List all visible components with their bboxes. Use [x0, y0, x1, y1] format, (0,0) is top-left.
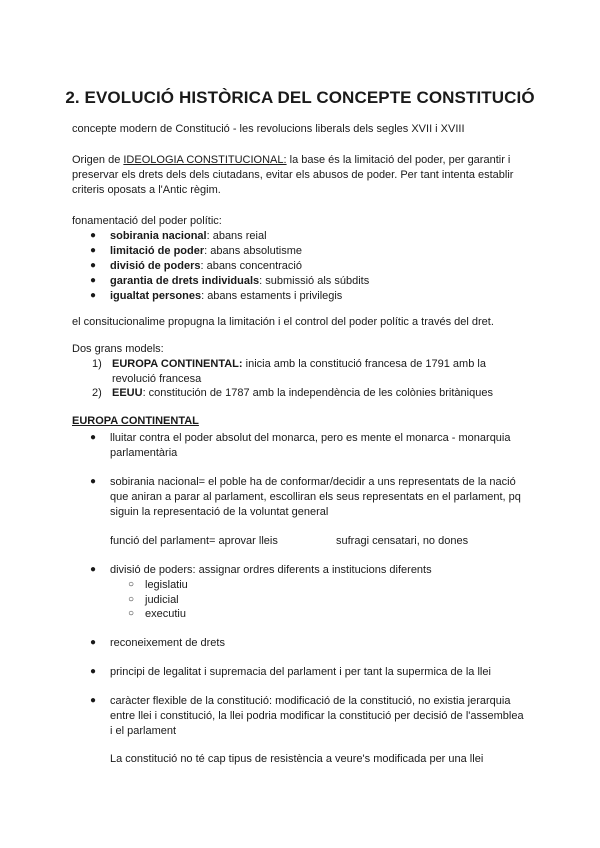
item-text: legislatiu — [145, 579, 188, 591]
item-bold: limitació de poder — [110, 245, 205, 257]
circle-bullet-icon: ○ — [128, 579, 135, 590]
item-rest: : abans estaments i privilegis — [201, 290, 343, 302]
item-bold: igualtat persones — [110, 290, 202, 302]
bullet-icon: ● — [90, 432, 97, 443]
item-text: judicial — [145, 594, 179, 606]
constitucionalisme-line: el consitucionalime propugna la limitación i el control del poder polític a través del dret. — [72, 316, 494, 328]
origen-prefix: Origen de — [72, 154, 124, 166]
item-continuation: que aniran a parar al parlament, escolliran els seus representats en el parlament, pq — [110, 491, 521, 503]
item-rest: : constitución de 1787 amb la independència de les colònies britàniques — [142, 387, 493, 399]
item-continuation: entre llei i constitució, la llei podria modificar la constitució per decisió de l'assemblea — [110, 710, 524, 722]
bullet-icon: ● — [90, 290, 97, 301]
origen-line-1 — [72, 152, 510, 168]
item-bold: EEUU — [112, 387, 143, 399]
origen-line-3: criteris oposats a l'Antic règim. — [72, 184, 221, 196]
circle-bullet-icon: ○ — [128, 608, 135, 619]
item-text: executiu — [145, 608, 186, 620]
item-bold: EUROPA CONTINENTAL: — [112, 358, 243, 370]
item-number: 2) — [92, 387, 102, 399]
bullet-icon: ● — [90, 695, 97, 706]
item-bold: divisió de poders — [110, 260, 201, 272]
item-number: 1) — [92, 358, 102, 370]
item-text: lluitar contra el poder absolut del monarca, pero es mente el monarca - monarquia — [110, 432, 511, 444]
bullet-icon: ● — [90, 230, 97, 241]
bullet-icon: ● — [90, 666, 97, 677]
bullet-icon: ● — [90, 476, 97, 487]
bullet-icon: ● — [90, 275, 97, 286]
circle-bullet-icon: ○ — [128, 594, 135, 605]
item-text: principi de legalitat i supremacia del parlament i per tant la supermica de la llei — [110, 666, 491, 678]
origen-line-1-rest: la base és la limitació del poder, per garantir i — [286, 154, 511, 166]
models-heading: Dos grans models: — [72, 343, 164, 355]
item-bold: garantia de drets individuals — [110, 275, 260, 287]
item-text: reconeixement de drets — [110, 637, 225, 649]
funcio-parlament: funció del parlament= aprovar lleis — [110, 535, 278, 547]
fonamentacio-heading: fonamentació del poder polític: — [72, 215, 222, 227]
item-text: divisió de poders: assignar ordres diferents a institucions diferents — [110, 564, 432, 576]
bullet-icon: ● — [90, 564, 97, 575]
intro-line: concepte modern de Constitució - les revolucions liberals dels segles XVII i XVIII — [72, 123, 465, 135]
item-text: caràcter flexible de la constitució: modificació de la constitució, no existia jerarquia — [110, 695, 511, 707]
bullet-icon: ● — [90, 245, 97, 256]
item-text: sobirania nacional= el poble ha de conformar/decidir a uns representats de la nació — [110, 476, 516, 488]
model-1-line-2: revolució francesa — [112, 373, 202, 385]
sufragi-text: sufragi censatari, no dones — [336, 535, 469, 547]
item-continuation: siguin la representació de la voluntat general — [110, 506, 329, 518]
item-bold: sobirania nacional — [110, 230, 207, 242]
item-rest: : submissió als súbdits — [259, 275, 370, 287]
item-continuation: i el parlament — [110, 725, 177, 737]
europa-heading: EUROPA CONTINENTAL — [72, 415, 199, 427]
origen-line-2: preservar els drets dels dels ciutadans, evitar els abusos de poder. Per tant intenta establir — [72, 169, 514, 181]
final-note: La constitució no té cap tipus de resistència a veure's modificada per una llei — [110, 753, 484, 765]
item-rest: : abans concentració — [200, 260, 302, 272]
bullet-icon: ● — [90, 260, 97, 271]
item-rest: inicia amb la constitució francesa de 1791 amb la — [242, 358, 486, 370]
bullet-icon: ● — [90, 637, 97, 648]
page-title: 2. EVOLUCIÓ HISTÒRICA DEL CONCEPTE CONSTITUCIÓ — [65, 88, 535, 107]
item-rest: : abans reial — [206, 230, 267, 242]
ideologia-term: IDEOLOGIA CONSTITUCIONAL: — [123, 154, 287, 166]
item-rest: : abans absolutisme — [204, 245, 302, 257]
item-continuation: parlamentària — [110, 447, 178, 459]
